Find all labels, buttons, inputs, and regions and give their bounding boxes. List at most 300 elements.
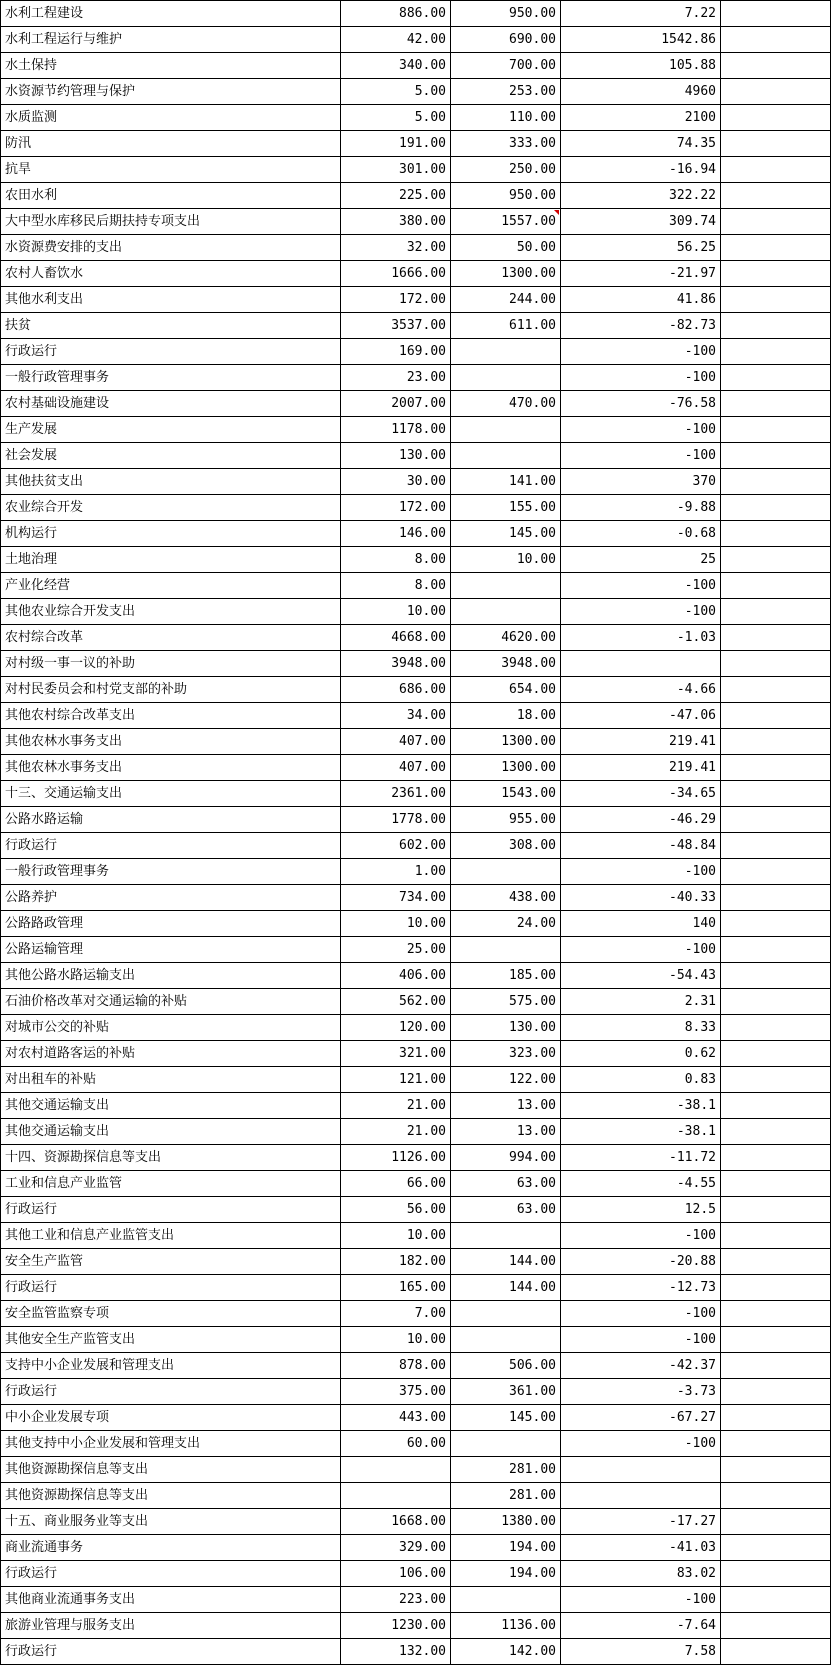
item-name-cell: 水资源费安排的支出 — [1, 235, 341, 261]
item-name-cell: 公路运输管理 — [1, 937, 341, 963]
table-row — [1, 261, 831, 287]
table-row — [1, 1171, 831, 1197]
value-cell-a: 165.00 — [341, 1275, 451, 1301]
value-cell-b: 145.00 — [451, 1405, 561, 1431]
value-cell-b: 323.00 — [451, 1041, 561, 1067]
value-cell-b — [451, 573, 561, 599]
empty-cell — [721, 1145, 831, 1171]
item-name-cell: 旅游业管理与服务支出 — [1, 1613, 341, 1639]
item-name-cell: 防汛 — [1, 131, 341, 157]
value-cell-b: 611.00 — [451, 313, 561, 339]
item-name-cell: 商业流通事务 — [1, 1535, 341, 1561]
table-row — [1, 339, 831, 365]
value-cell-b — [451, 937, 561, 963]
value-cell-b: 654.00 — [451, 677, 561, 703]
value-cell-a: 301.00 — [341, 157, 451, 183]
table-row — [1, 1639, 831, 1665]
value-cell-a: 3537.00 — [341, 313, 451, 339]
table-row — [1, 1587, 831, 1613]
value-cell-a: 10.00 — [341, 599, 451, 625]
empty-cell — [721, 391, 831, 417]
item-name-cell: 其他资源勘探信息等支出 — [1, 1483, 341, 1509]
change-percent-cell: -100 — [561, 859, 721, 885]
value-cell-a: 1178.00 — [341, 417, 451, 443]
value-cell-b: 130.00 — [451, 1015, 561, 1041]
value-cell-a: 60.00 — [341, 1431, 451, 1457]
value-cell-a: 120.00 — [341, 1015, 451, 1041]
change-percent-cell: -100 — [561, 1301, 721, 1327]
value-cell-b: 1300.00 — [451, 755, 561, 781]
item-name-cell: 机构运行 — [1, 521, 341, 547]
table-row — [1, 1067, 831, 1093]
value-cell-a: 321.00 — [341, 1041, 451, 1067]
item-name-cell: 水资源节约管理与保护 — [1, 79, 341, 105]
value-cell-b: 690.00 — [451, 27, 561, 53]
value-cell-b: 950.00 — [451, 1, 561, 27]
change-percent-cell: -76.58 — [561, 391, 721, 417]
item-name-cell: 行政运行 — [1, 1275, 341, 1301]
empty-cell — [721, 651, 831, 677]
value-cell-a: 5.00 — [341, 105, 451, 131]
value-cell-a: 25.00 — [341, 937, 451, 963]
empty-cell — [721, 547, 831, 573]
empty-cell — [721, 781, 831, 807]
change-percent-cell: -100 — [561, 417, 721, 443]
table-row — [1, 417, 831, 443]
table-row — [1, 547, 831, 573]
value-cell-a: 23.00 — [341, 365, 451, 391]
change-percent-cell: -82.73 — [561, 313, 721, 339]
item-name-cell: 其他农村综合改革支出 — [1, 703, 341, 729]
table-row — [1, 131, 831, 157]
change-percent-cell: -20.88 — [561, 1249, 721, 1275]
item-name-cell: 土地治理 — [1, 547, 341, 573]
change-percent-cell: -1.03 — [561, 625, 721, 651]
value-cell-b: 955.00 — [451, 807, 561, 833]
value-cell-a: 42.00 — [341, 27, 451, 53]
empty-cell — [721, 1327, 831, 1353]
item-name-cell: 安全生产监管 — [1, 1249, 341, 1275]
value-cell-b: 145.00 — [451, 521, 561, 547]
value-cell-b: 63.00 — [451, 1197, 561, 1223]
item-name-cell: 中小企业发展专项 — [1, 1405, 341, 1431]
value-cell-b: 1136.00 — [451, 1613, 561, 1639]
value-cell-a: 182.00 — [341, 1249, 451, 1275]
change-percent-cell: 8.33 — [561, 1015, 721, 1041]
table-row — [1, 677, 831, 703]
value-cell-a: 8.00 — [341, 547, 451, 573]
change-percent-cell: -21.97 — [561, 261, 721, 287]
value-cell-b: 63.00 — [451, 1171, 561, 1197]
item-name-cell: 其他商业流通事务支出 — [1, 1587, 341, 1613]
change-percent-cell: 4960 — [561, 79, 721, 105]
change-percent-cell: -67.27 — [561, 1405, 721, 1431]
value-cell-b: 1300.00 — [451, 729, 561, 755]
value-cell-b: 110.00 — [451, 105, 561, 131]
table-row — [1, 1301, 831, 1327]
change-percent-cell: -100 — [561, 1223, 721, 1249]
item-name-cell: 对村民委员会和村党支部的补助 — [1, 677, 341, 703]
empty-cell — [721, 1041, 831, 1067]
empty-cell — [721, 1457, 831, 1483]
change-percent-cell: -17.27 — [561, 1509, 721, 1535]
table-row — [1, 1353, 831, 1379]
empty-cell — [721, 885, 831, 911]
table-row — [1, 703, 831, 729]
item-name-cell: 农业综合开发 — [1, 495, 341, 521]
table-row — [1, 495, 831, 521]
value-cell-a: 132.00 — [341, 1639, 451, 1665]
item-name-cell: 农村综合改革 — [1, 625, 341, 651]
value-cell-a: 30.00 — [341, 469, 451, 495]
empty-cell — [721, 339, 831, 365]
empty-cell — [721, 677, 831, 703]
value-cell-a: 686.00 — [341, 677, 451, 703]
table-row — [1, 1327, 831, 1353]
value-cell-b: 122.00 — [451, 1067, 561, 1093]
value-cell-b — [451, 443, 561, 469]
empty-cell — [721, 27, 831, 53]
empty-cell — [721, 79, 831, 105]
change-percent-cell: -38.1 — [561, 1119, 721, 1145]
empty-cell — [721, 1561, 831, 1587]
change-percent-cell: -100 — [561, 573, 721, 599]
change-percent-cell: -40.33 — [561, 885, 721, 911]
item-name-cell: 水利工程运行与维护 — [1, 27, 341, 53]
value-cell-a: 21.00 — [341, 1093, 451, 1119]
item-name-cell: 水质监测 — [1, 105, 341, 131]
empty-cell — [721, 1613, 831, 1639]
value-cell-a: 2361.00 — [341, 781, 451, 807]
change-percent-cell: 309.74 — [561, 209, 721, 235]
value-cell-a: 562.00 — [341, 989, 451, 1015]
empty-cell — [721, 131, 831, 157]
value-cell-a: 1668.00 — [341, 1509, 451, 1535]
value-cell-a: 443.00 — [341, 1405, 451, 1431]
table-row — [1, 27, 831, 53]
value-cell-a: 1778.00 — [341, 807, 451, 833]
value-cell-a: 32.00 — [341, 235, 451, 261]
empty-cell — [721, 443, 831, 469]
item-name-cell: 其他农林水事务支出 — [1, 755, 341, 781]
empty-cell — [721, 1405, 831, 1431]
value-cell-a: 734.00 — [341, 885, 451, 911]
item-name-cell: 水利工程建设 — [1, 1, 341, 27]
empty-cell — [721, 1509, 831, 1535]
change-percent-cell: -42.37 — [561, 1353, 721, 1379]
item-name-cell: 其他农业综合开发支出 — [1, 599, 341, 625]
table-row — [1, 1509, 831, 1535]
change-percent-cell: -54.43 — [561, 963, 721, 989]
value-cell-b — [451, 365, 561, 391]
change-percent-cell: -9.88 — [561, 495, 721, 521]
table-row — [1, 469, 831, 495]
value-cell-a — [341, 1457, 451, 1483]
change-percent-cell: 105.88 — [561, 53, 721, 79]
table-row — [1, 1275, 831, 1301]
empty-cell — [721, 157, 831, 183]
value-cell-b — [451, 1301, 561, 1327]
value-cell-b: 194.00 — [451, 1561, 561, 1587]
change-percent-cell: -11.72 — [561, 1145, 721, 1171]
table-row — [1, 1119, 831, 1145]
empty-cell — [721, 183, 831, 209]
change-percent-cell: 7.22 — [561, 1, 721, 27]
empty-cell — [721, 53, 831, 79]
item-name-cell: 其他安全生产监管支出 — [1, 1327, 341, 1353]
value-cell-a: 191.00 — [341, 131, 451, 157]
empty-cell — [721, 209, 831, 235]
value-cell-b: 144.00 — [451, 1249, 561, 1275]
item-name-cell: 行政运行 — [1, 1379, 341, 1405]
table-row — [1, 391, 831, 417]
change-percent-cell — [561, 1483, 721, 1509]
table-row — [1, 1457, 831, 1483]
value-cell-b — [451, 599, 561, 625]
item-name-cell: 对村级一事一议的补助 — [1, 651, 341, 677]
value-cell-b: 194.00 — [451, 1535, 561, 1561]
value-cell-a: 878.00 — [341, 1353, 451, 1379]
value-cell-b: 361.00 — [451, 1379, 561, 1405]
value-cell-a: 1230.00 — [341, 1613, 451, 1639]
change-percent-cell: -100 — [561, 443, 721, 469]
table-row — [1, 651, 831, 677]
empty-cell — [721, 495, 831, 521]
table-row — [1, 1561, 831, 1587]
item-name-cell: 对城市公交的补贴 — [1, 1015, 341, 1041]
table-row — [1, 963, 831, 989]
empty-cell — [721, 599, 831, 625]
item-name-cell: 支持中小企业发展和管理支出 — [1, 1353, 341, 1379]
change-percent-cell: -4.55 — [561, 1171, 721, 1197]
item-name-cell: 对出租车的补贴 — [1, 1067, 341, 1093]
item-name-cell: 对农村道路客运的补贴 — [1, 1041, 341, 1067]
value-cell-b: 470.00 — [451, 391, 561, 417]
table-row — [1, 157, 831, 183]
table-row — [1, 859, 831, 885]
value-cell-a: 169.00 — [341, 339, 451, 365]
item-name-cell: 其他农林水事务支出 — [1, 729, 341, 755]
change-percent-cell: -0.68 — [561, 521, 721, 547]
value-cell-b: 144.00 — [451, 1275, 561, 1301]
value-cell-b: 10.00 — [451, 547, 561, 573]
change-percent-cell: -4.66 — [561, 677, 721, 703]
empty-cell — [721, 625, 831, 651]
value-cell-b: 4620.00 — [451, 625, 561, 651]
table-row — [1, 1483, 831, 1509]
item-name-cell: 行政运行 — [1, 1197, 341, 1223]
value-cell-a: 3948.00 — [341, 651, 451, 677]
empty-cell — [721, 729, 831, 755]
table-row — [1, 1405, 831, 1431]
empty-cell — [721, 1275, 831, 1301]
table-row — [1, 911, 831, 937]
change-percent-cell: 7.58 — [561, 1639, 721, 1665]
value-cell-a: 7.00 — [341, 1301, 451, 1327]
empty-cell — [721, 573, 831, 599]
value-cell-a: 172.00 — [341, 287, 451, 313]
table-row — [1, 1093, 831, 1119]
empty-cell — [721, 287, 831, 313]
table-row — [1, 729, 831, 755]
change-percent-cell: 25 — [561, 547, 721, 573]
value-cell-b — [451, 339, 561, 365]
value-cell-a: 407.00 — [341, 729, 451, 755]
value-cell-b: 333.00 — [451, 131, 561, 157]
item-name-cell: 十五、商业服务业等支出 — [1, 1509, 341, 1535]
change-percent-cell: 322.22 — [561, 183, 721, 209]
table-row — [1, 1249, 831, 1275]
empty-cell — [721, 755, 831, 781]
item-name-cell: 行政运行 — [1, 339, 341, 365]
change-percent-cell: 0.62 — [561, 1041, 721, 1067]
empty-cell — [721, 937, 831, 963]
value-cell-a: 1.00 — [341, 859, 451, 885]
item-name-cell: 十三、交通运输支出 — [1, 781, 341, 807]
change-percent-cell — [561, 651, 721, 677]
empty-cell — [721, 1067, 831, 1093]
item-name-cell: 农田水利 — [1, 183, 341, 209]
empty-cell — [721, 1119, 831, 1145]
item-name-cell: 农村基础设施建设 — [1, 391, 341, 417]
change-percent-cell: -100 — [561, 339, 721, 365]
change-percent-cell: -100 — [561, 937, 721, 963]
value-cell-a — [341, 1483, 451, 1509]
change-percent-cell: -47.06 — [561, 703, 721, 729]
empty-cell — [721, 1197, 831, 1223]
item-name-cell: 其他资源勘探信息等支出 — [1, 1457, 341, 1483]
empty-cell — [721, 105, 831, 131]
value-cell-b: 50.00 — [451, 235, 561, 261]
table-row — [1, 1, 831, 27]
value-cell-b — [451, 417, 561, 443]
item-name-cell: 其他交通运输支出 — [1, 1093, 341, 1119]
value-cell-b: 438.00 — [451, 885, 561, 911]
empty-cell — [721, 1249, 831, 1275]
change-percent-cell: 83.02 — [561, 1561, 721, 1587]
value-cell-a: 375.00 — [341, 1379, 451, 1405]
empty-cell — [721, 1093, 831, 1119]
item-name-cell: 扶贫 — [1, 313, 341, 339]
item-name-cell: 大中型水库移民后期扶持专项支出 — [1, 209, 341, 235]
change-percent-cell: 41.86 — [561, 287, 721, 313]
value-cell-b: 13.00 — [451, 1093, 561, 1119]
empty-cell — [721, 833, 831, 859]
value-cell-b: 1300.00 — [451, 261, 561, 287]
value-cell-b: 18.00 — [451, 703, 561, 729]
table-row — [1, 625, 831, 651]
empty-cell — [721, 1379, 831, 1405]
table-row — [1, 105, 831, 131]
value-cell-a: 21.00 — [341, 1119, 451, 1145]
item-name-cell: 农村人畜饮水 — [1, 261, 341, 287]
change-percent-cell: 140 — [561, 911, 721, 937]
value-cell-b: 142.00 — [451, 1639, 561, 1665]
table-row — [1, 1041, 831, 1067]
table-row — [1, 885, 831, 911]
item-name-cell: 行政运行 — [1, 833, 341, 859]
change-percent-cell: 2.31 — [561, 989, 721, 1015]
table-body — [1, 1, 831, 1665]
change-percent-cell: 219.41 — [561, 729, 721, 755]
value-cell-a: 34.00 — [341, 703, 451, 729]
value-cell-b — [451, 1587, 561, 1613]
table-row — [1, 79, 831, 105]
empty-cell — [721, 1587, 831, 1613]
empty-cell — [721, 1223, 831, 1249]
table-row — [1, 183, 831, 209]
item-name-cell: 行政运行 — [1, 1561, 341, 1587]
value-cell-a: 340.00 — [341, 53, 451, 79]
table-row — [1, 989, 831, 1015]
value-cell-a: 56.00 — [341, 1197, 451, 1223]
value-cell-a: 10.00 — [341, 1327, 451, 1353]
value-cell-b: 950.00 — [451, 183, 561, 209]
value-cell-a: 380.00 — [341, 209, 451, 235]
empty-cell — [721, 911, 831, 937]
change-percent-cell: 219.41 — [561, 755, 721, 781]
value-cell-a: 1666.00 — [341, 261, 451, 287]
value-cell-b: 185.00 — [451, 963, 561, 989]
empty-cell — [721, 365, 831, 391]
change-percent-cell: -38.1 — [561, 1093, 721, 1119]
change-percent-cell: -46.29 — [561, 807, 721, 833]
empty-cell — [721, 1301, 831, 1327]
value-cell-a: 4668.00 — [341, 625, 451, 651]
value-cell-b: 281.00 — [451, 1457, 561, 1483]
change-percent-cell: -100 — [561, 365, 721, 391]
empty-cell — [721, 859, 831, 885]
empty-cell — [721, 807, 831, 833]
table-row — [1, 313, 831, 339]
empty-cell — [721, 1535, 831, 1561]
table-row — [1, 443, 831, 469]
table-row — [1, 1535, 831, 1561]
table-row — [1, 235, 831, 261]
value-cell-b: 250.00 — [451, 157, 561, 183]
value-cell-a: 172.00 — [341, 495, 451, 521]
empty-cell — [721, 703, 831, 729]
change-percent-cell: -100 — [561, 599, 721, 625]
table-row — [1, 1379, 831, 1405]
value-cell-b: 506.00 — [451, 1353, 561, 1379]
value-cell-a: 2007.00 — [341, 391, 451, 417]
value-cell-a: 406.00 — [341, 963, 451, 989]
value-cell-b: 24.00 — [451, 911, 561, 937]
table-row — [1, 755, 831, 781]
item-name-cell: 其他交通运输支出 — [1, 1119, 341, 1145]
empty-cell — [721, 521, 831, 547]
value-cell-b: 1557.00 — [451, 209, 561, 235]
value-cell-b: 1380.00 — [451, 1509, 561, 1535]
value-cell-b — [451, 1223, 561, 1249]
table-row — [1, 1197, 831, 1223]
change-percent-cell: 12.5 — [561, 1197, 721, 1223]
change-percent-cell — [561, 1457, 721, 1483]
value-cell-a: 602.00 — [341, 833, 451, 859]
value-cell-b — [451, 1327, 561, 1353]
change-percent-cell: -100 — [561, 1431, 721, 1457]
value-cell-a: 130.00 — [341, 443, 451, 469]
value-cell-b: 308.00 — [451, 833, 561, 859]
table-row — [1, 365, 831, 391]
table-row — [1, 807, 831, 833]
value-cell-a: 146.00 — [341, 521, 451, 547]
change-percent-cell: -41.03 — [561, 1535, 721, 1561]
value-cell-a: 1126.00 — [341, 1145, 451, 1171]
empty-cell — [721, 469, 831, 495]
table-row — [1, 573, 831, 599]
